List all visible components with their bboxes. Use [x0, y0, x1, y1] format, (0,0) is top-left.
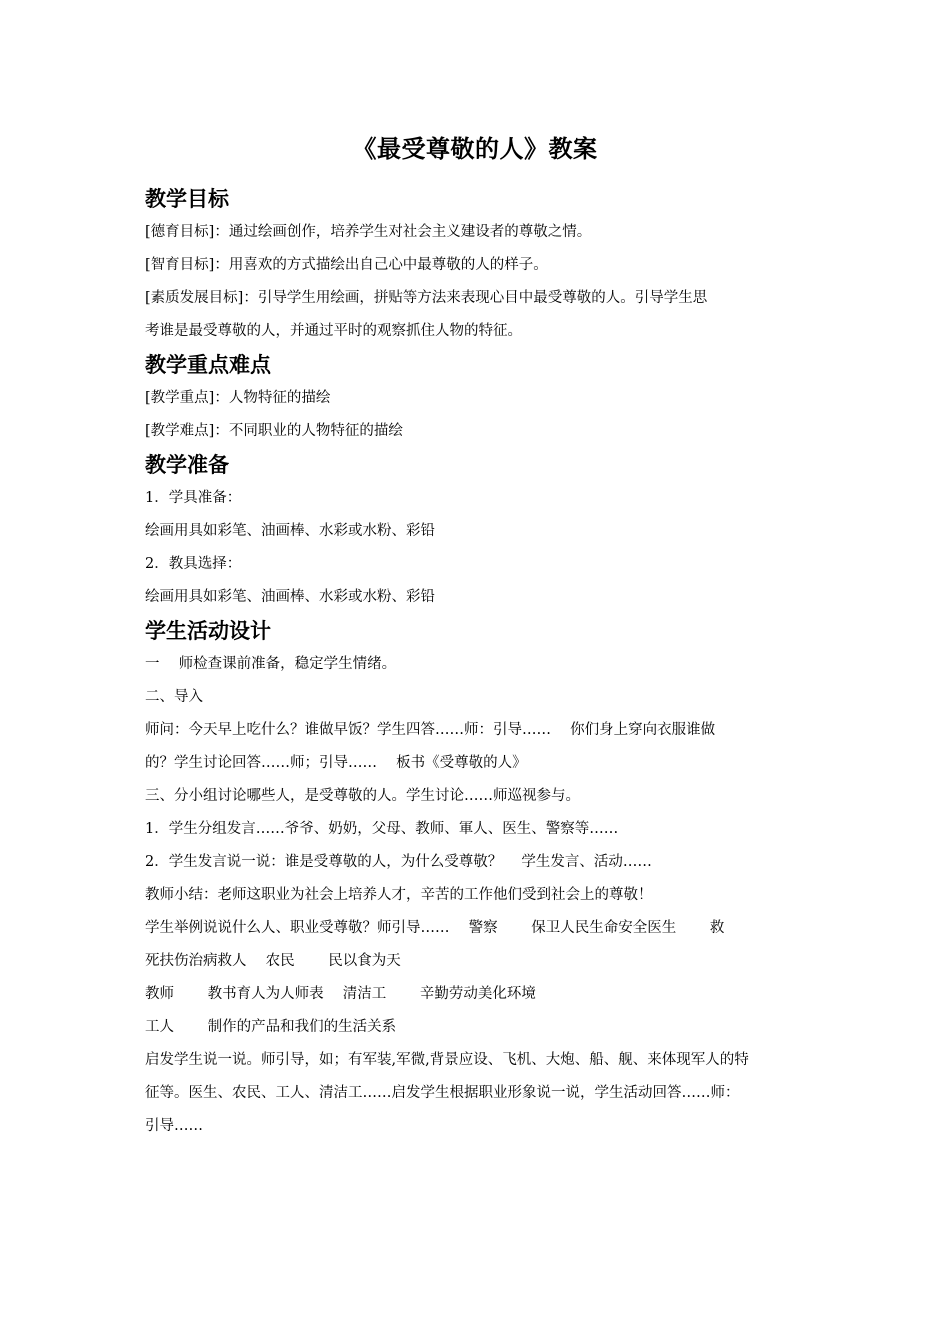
activity-line: 学生举例说说什么人、职业受尊敬？师引导…… 警察 保卫人民生命安全医生 救 [145, 920, 725, 936]
preparation-item1-text: 绘画用具如彩笔、油画棒、水彩或水粉、彩铅 [145, 523, 435, 539]
key-point-difficulty: [教学难点]：不同职业的人物特征的描绘 [145, 423, 403, 439]
activity-line: 征等。医生、农民、工人、清洁工……启发学生根据职业形象说一说，学生活动回答……师： [145, 1085, 740, 1101]
activity-line: 教师 教书育人为人师表 清洁工 辛勤劳动美化环境 [145, 986, 536, 1002]
objective-quality-line1: [素质发展目标]：引导学生用绘画，拼贴等方法来表现心目中最受尊敬的人。引导学生思 [145, 290, 708, 306]
heading-objectives: 教学目标 [145, 187, 229, 211]
document-title: 《最受尊敬的人》教案 [352, 135, 598, 163]
activity-line: 教师小结：老师这职业为社会上培养人才，辛苦的工作他们受到社会上的尊敬！ [145, 887, 653, 903]
preparation-item1-title: 1．学具准备： [145, 490, 242, 506]
activity-line: 师问：今天早上吃什么？谁做早饭？学生四答……师：引导…… 你们身上穿向衣服谁做 [145, 722, 716, 738]
heading-preparation: 教学准备 [145, 453, 229, 477]
activity-line: 2．学生发言说一说：谁是受尊敬的人，为什么受尊敬？ 学生发言、活动…… [145, 854, 652, 870]
objective-quality-line2: 考谁是最受尊敬的人，并通过平时的观察抓住人物的特征。 [145, 323, 522, 339]
preparation-item2-title: 2．教具选择： [145, 556, 242, 572]
activity-line: 三、分小组讨论哪些人，是受尊敬的人。学生讨论……师巡视参与。 [145, 788, 580, 804]
objective-intellectual: [智育目标]：用喜欢的方式描绘出自己心中最尊敬的人的样子。 [145, 257, 548, 273]
heading-activities: 学生活动设计 [145, 619, 271, 643]
document-body [145, 182, 808, 1143]
activity-line: 工人 制作的产品和我们的生活关系 [145, 1019, 397, 1035]
objective-moral: [德育目标]：通过绘画创作，培养学生对社会主义建设者的尊敬之情。 [145, 224, 592, 240]
preparation-item2-text: 绘画用具如彩笔、油画棒、水彩或水粉、彩铅 [145, 589, 435, 605]
activity-line: 一 师检查课前准备，稳定学生情绪。 [145, 656, 397, 672]
activity-line: 1．学生分组发言……爷爷、奶奶，父母、教师、軍人、医生、警察等…… [145, 821, 619, 837]
activity-line: 启发学生说一说。师引导，如；有军装,军微,背景应设、飞机、大炮、船、舰、来体现军人的特 [145, 1052, 749, 1068]
activity-line: 的？学生讨论回答……师；引导…… 板书《受尊敬的人》 [145, 755, 527, 771]
activity-line: 二、导入 [145, 689, 203, 705]
key-point-focus: [教学重点]：人物特征的描绘 [145, 390, 331, 406]
activity-line: 死扶伤治病救人 农民 民以食为天 [145, 953, 401, 969]
activity-line: 引导…… [145, 1118, 203, 1134]
heading-key-points: 教学重点难点 [145, 353, 271, 377]
